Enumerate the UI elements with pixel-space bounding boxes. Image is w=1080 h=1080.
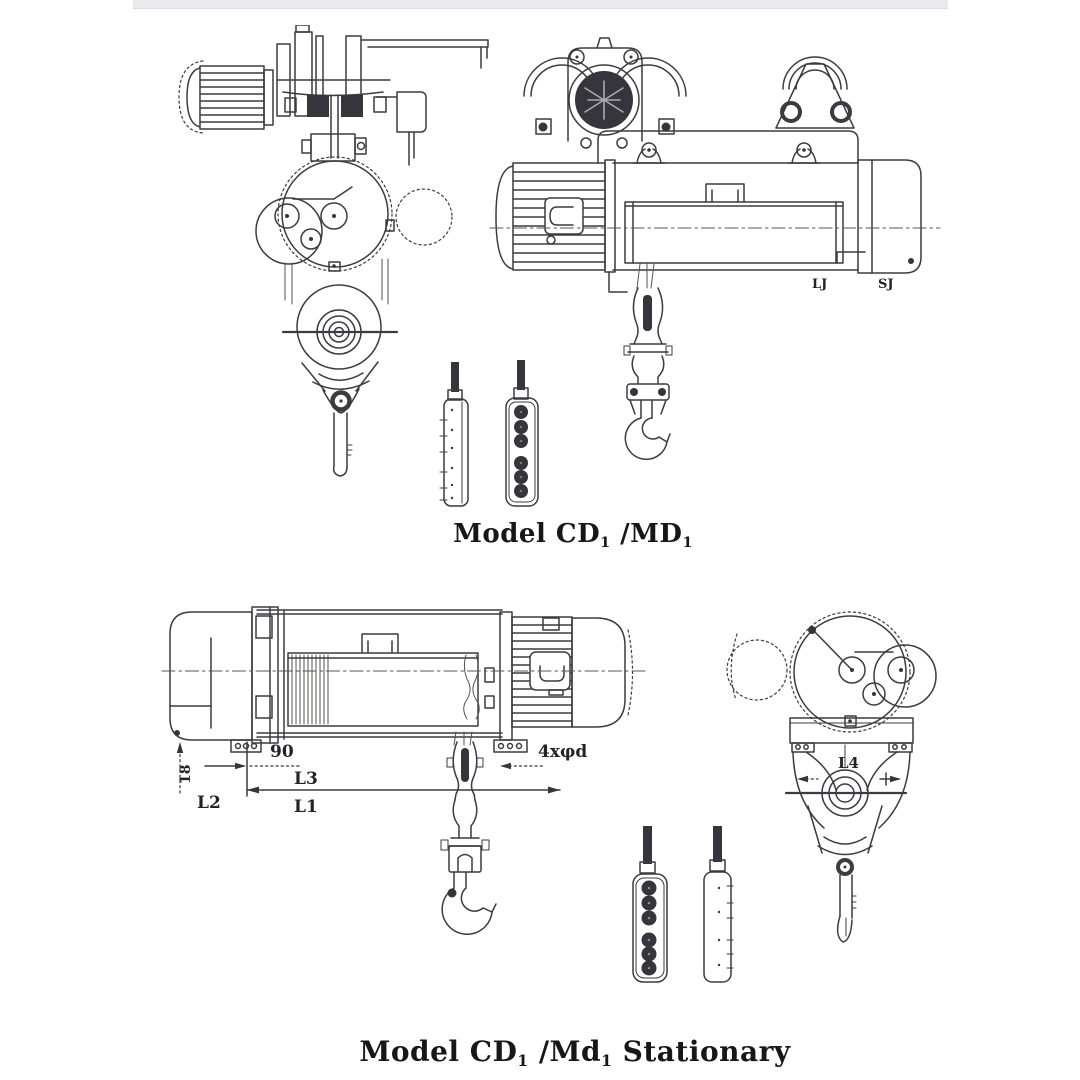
dim-l1: L1 xyxy=(294,797,318,817)
dim-90: 90 xyxy=(270,742,294,762)
mark-lj: LJ xyxy=(812,277,828,292)
suspension-lug xyxy=(633,143,665,163)
rope-pulley-case-side xyxy=(283,259,397,413)
trolley-hanger-right xyxy=(776,57,854,128)
caption-model-cd1-md1 xyxy=(453,519,693,551)
pendant-controls-top xyxy=(430,350,560,515)
trolley-wheel-plates xyxy=(277,25,390,158)
gearbox-housing xyxy=(727,612,936,732)
dim-18: 18 xyxy=(178,764,194,784)
right-flange xyxy=(500,612,512,740)
stationary-hoist-front-view xyxy=(160,595,650,1015)
suspension-bar xyxy=(598,131,858,163)
travel-motor xyxy=(179,61,273,133)
dimension-lines xyxy=(177,742,560,796)
motor-flange xyxy=(605,160,615,272)
pendant-control-front-view xyxy=(506,360,538,506)
gearbox-cover xyxy=(858,160,921,273)
support-foot xyxy=(609,272,627,292)
rope-drum xyxy=(613,163,865,270)
pendant-controls-bottom xyxy=(625,820,770,1015)
dim-l3: L3 xyxy=(294,769,318,789)
caption-text: /MD xyxy=(610,519,683,549)
phantom-wheel-circle xyxy=(396,189,452,245)
hoist-motor xyxy=(512,617,633,727)
dim-bolt-holes: 4xφd xyxy=(538,742,588,762)
control-cover xyxy=(170,612,252,740)
left-flange xyxy=(252,607,284,743)
caption-text: Model CD xyxy=(453,519,601,549)
suspension-lug xyxy=(788,143,820,163)
hoist-motor xyxy=(496,163,605,270)
pendant-control-front-view xyxy=(633,826,667,982)
caption-subscript: 1 xyxy=(682,535,693,551)
hook-block-front xyxy=(441,732,496,934)
trolley-arm xyxy=(362,40,488,68)
caption-subscript: 1 xyxy=(600,535,611,551)
dimension-l4 xyxy=(797,773,901,785)
mark-sj: SJ xyxy=(878,277,894,292)
hook-block-front xyxy=(624,264,672,459)
caption-subscript: 1 xyxy=(601,1052,613,1070)
page-top-divider xyxy=(133,0,948,9)
caption-subscript: 1 xyxy=(517,1052,529,1070)
limit-switch-box xyxy=(377,92,426,165)
gearbox-housing xyxy=(256,157,394,271)
pendant-control-side-view xyxy=(704,826,733,982)
dim-l2: L2 xyxy=(197,793,221,813)
caption-text: Stationary xyxy=(612,1035,791,1068)
caption-text: Model CD xyxy=(359,1035,518,1068)
pendant-control-side-view xyxy=(440,362,468,506)
caption-model-cd1-md1-stationary xyxy=(359,1035,790,1070)
mounting-plate xyxy=(790,718,913,752)
rope-guide xyxy=(464,655,494,719)
rope-drum xyxy=(257,610,502,737)
hook-edge-view xyxy=(334,413,352,476)
caption-text: /Md xyxy=(528,1035,602,1068)
dim-l4: L4 xyxy=(838,754,859,772)
hook-edge-view xyxy=(838,875,856,942)
